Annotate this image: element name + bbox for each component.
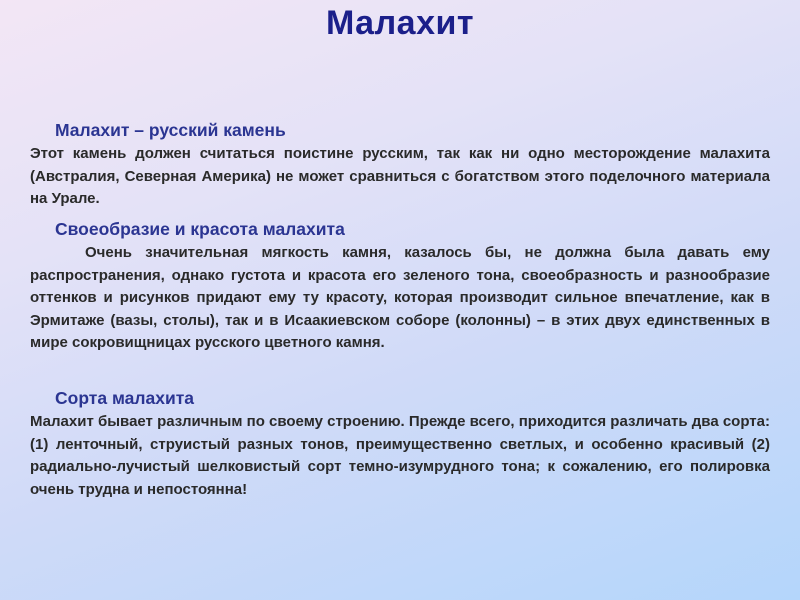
section-text: Малахит бывает различным по своему строению. Прежде всего, приходится различать два сорта: (1) ленточный, струистый разных тонов, преимущественно светлых, и особенно красивый (2) радиально-лучистый шелковистый сорт темно-изумрудного тона; к сожалению, его полировка очень трудна и непостоянна! [30, 413, 770, 498]
section-varieties [30, 387, 770, 501]
slide-title: Малахит [325, 4, 475, 42]
section-text: Очень значительная мягкость камня, казалось бы, не должна была давать ему распространения, однако густота и красота его зеленого тона, своеобразность и разнообразие оттенков и рисунков придают ему ту красоту, которая производит сильное впечатление, как в Эрмитаже (вазы, столы), так и в Исаакиевском соборе (колонны) – в этих двух единственных в мире сокровищницах русского цветного камня. [30, 244, 770, 352]
section-russian-stone [30, 119, 770, 211]
section-text: Этот камень должен считаться поистине русским, так как ни одно месторождение малахита (Австралия, Северная Америка) не может сравниться с богатством этого поделочного материала на Урале. [30, 145, 770, 208]
section-heading: Сорта малахита [55, 388, 195, 408]
section-heading: Своеобразие и красота малахита [55, 219, 345, 239]
section-uniqueness [30, 218, 770, 355]
section-heading: Малахит – русский камень [55, 120, 286, 140]
